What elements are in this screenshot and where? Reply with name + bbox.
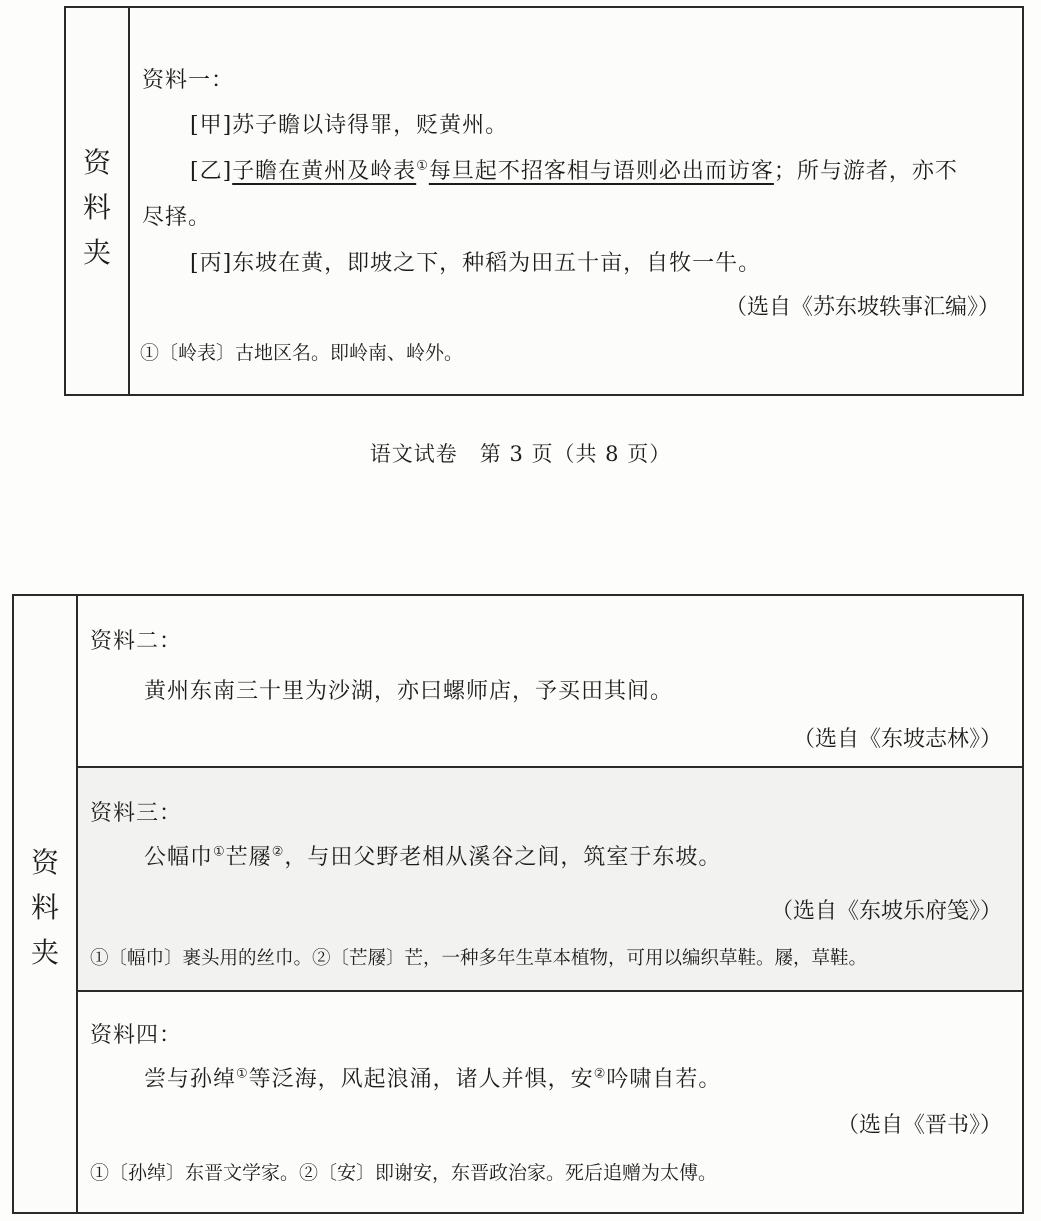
material-1-jia (190, 108, 508, 139)
jia-text: 苏子瞻以诗得罪，贬黄州。 (232, 113, 509, 138)
m3-text-a: 公幅巾 (144, 845, 214, 870)
material-1-yi-continued: 尽择。 (142, 205, 212, 230)
material-3-text (144, 840, 721, 871)
material-4-text (144, 1062, 721, 1093)
side-label-char: 资 (30, 846, 59, 879)
m3-text-c: ，与田父野老相从溪谷之间，筑室于东坡。 (284, 845, 722, 870)
material-4-section (78, 992, 1022, 1212)
material-1-bing (190, 246, 761, 277)
material-box-2 (12, 594, 1024, 1214)
material-3-heading: 资料三： (90, 801, 183, 826)
material-box-1 (64, 6, 1024, 396)
material-2-heading: 资料二： (90, 629, 183, 654)
page-footer: 语文试卷 第 3 页（共 8 页） (369, 442, 672, 466)
footnote-mark: ② (593, 1066, 607, 1082)
material-3-source: （选自《东坡乐府笺》） (770, 899, 1002, 924)
m4-text-c: 吟啸自若。 (606, 1067, 722, 1092)
bing-tag: [丙] (190, 251, 233, 276)
m4-text-a: 尝与孙绰 (144, 1067, 237, 1092)
side-label-char: 夹 (82, 236, 111, 269)
material-1-heading: 资料一： (142, 68, 235, 93)
material-3-footnote: ①〔幅巾〕裹头用的丝巾。②〔芒屦〕芒，一种多年生草本植物，可用以编织草鞋。屦，草鞋。 (90, 948, 868, 969)
material-3-section (78, 768, 1022, 990)
footnote-mark: ① (236, 1066, 249, 1082)
material-4-heading: 资料四： (90, 1023, 183, 1048)
side-label-column (14, 596, 78, 1212)
side-label (14, 840, 76, 975)
footnote-mark: ② (271, 844, 285, 860)
footnote-mark: ① (213, 844, 226, 860)
footnote-mark: ① (416, 158, 429, 174)
side-label-char: 料 (82, 191, 111, 224)
material-2-text: 黄州东南三十里为沙湖，亦曰螺师店，予买田其间。 (144, 679, 674, 704)
material-1-yi (190, 154, 958, 185)
material-1-footnote: ①〔岭表〕古地区名。即岭南、岭外。 (140, 342, 464, 364)
side-label-char: 夹 (30, 936, 59, 969)
material-1-source: （选自《苏东坡轶事汇编》） (724, 295, 1000, 320)
material-2-source: （选自《东坡志林》） (792, 727, 1002, 752)
m4-text-b: 等泛海，风起浪涌，诸人并惧，安 (248, 1067, 594, 1092)
side-label-column (66, 8, 130, 394)
yi-rest: ；所与游者，亦不 (773, 159, 958, 184)
bing-text: 东坡在黄，即坡之下，种稻为田五十亩，自牧一牛。 (232, 251, 762, 276)
yi-underlined-b: 每旦起不招客相与语则必出而访客 (428, 159, 774, 184)
yi-underlined-a: 子瞻在黄州及岭表 (232, 159, 417, 184)
side-label-char: 资 (82, 146, 111, 179)
material-2-section (78, 596, 1022, 766)
material-4-footnote: ①〔孙绰〕东晋文学家。②〔安〕即谢安，东晋政治家。死后追赠为太傅。 (90, 1162, 718, 1184)
jia-tag: [甲] (190, 113, 233, 138)
side-label (66, 140, 128, 275)
m3-text-b: 芒屦 (225, 845, 272, 870)
yi-tag: [乙] (190, 159, 233, 184)
material-4-source: （选自《晋书》） (836, 1113, 1002, 1138)
side-label-char: 料 (30, 891, 59, 924)
